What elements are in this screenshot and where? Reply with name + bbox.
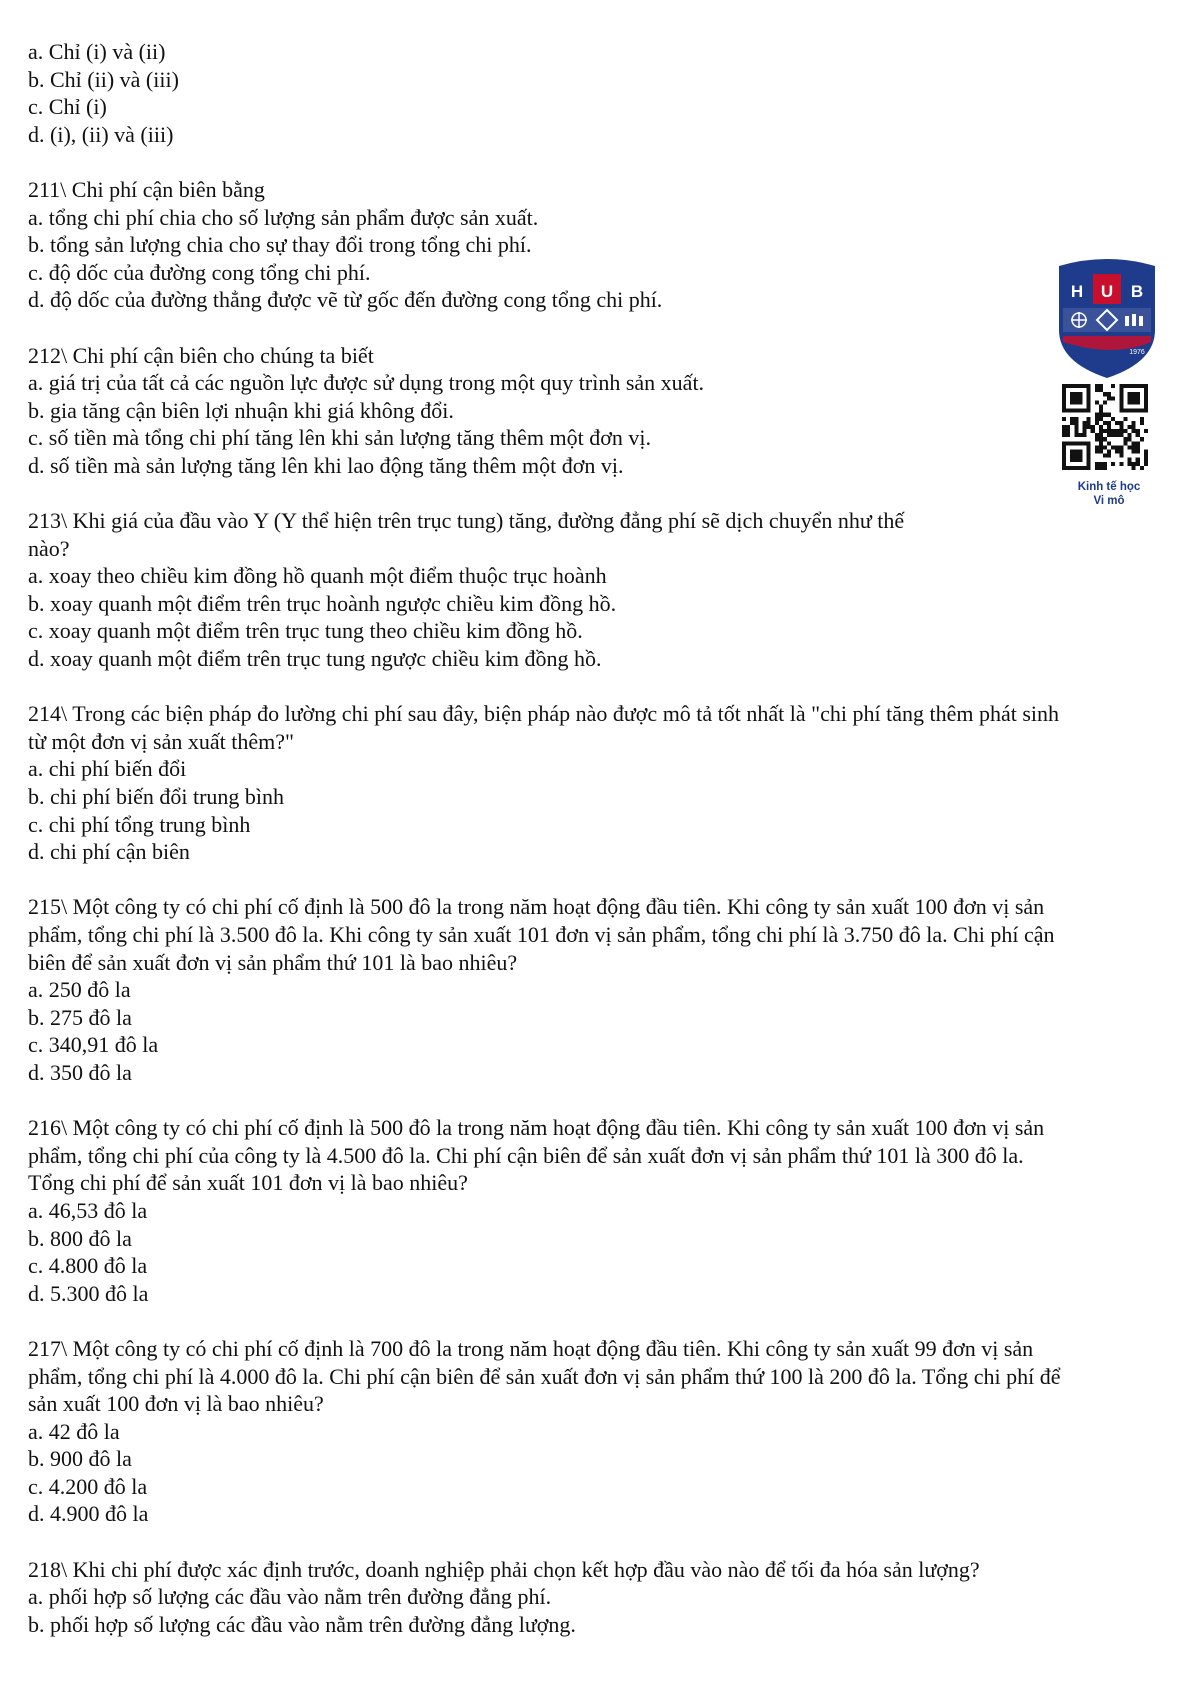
question-stem: 216\ Một công ty có chi phí cố định là 500 đô la trong năm hoạt động đầu tiên. Khi công ty sản xuất 100 đơn vị sản xyxy=(28,1115,1045,1141)
logo-letter-b: B xyxy=(1130,282,1144,301)
answer-option: d. 4.900 đô la xyxy=(28,1501,149,1527)
answer-option: c. số tiền mà tổng chi phí tăng lên khi sản lượng tăng thêm một đơn vị. xyxy=(28,425,651,451)
logo-letter-u: U xyxy=(1100,282,1114,301)
text-line: phẩm, tổng chi phí là 4.000 đô la. Chi phí cận biên để sản xuất đơn vị sản phẩm thứ 100 là 200 đô la. Tổng chi phí để xyxy=(28,1363,1061,1389)
answer-option: b. 800 đô la xyxy=(28,1225,132,1251)
answer-option: d. độ dốc của đường thẳng được vẽ từ gốc đến đường cong tổng chi phí. xyxy=(28,287,663,313)
blank-line xyxy=(28,1087,1168,1115)
answer-option: b. xoay quanh một điểm trên trục hoành ngược chiều kim đồng hồ. xyxy=(28,590,617,616)
answer-option: a. 250 đô la xyxy=(28,977,131,1003)
text-line: phẩm, tổng chi phí là 3.500 đô la. Khi công ty sản xuất 101 đơn vị sản phẩm, tổng chi phí là 3.750 đô la. Chi phí cận xyxy=(28,922,1055,947)
qr-code-icon xyxy=(1062,384,1148,470)
question-stem: 214\ Trong các biện pháp đo lường chi phí sau đây, biện pháp nào được mô tả tốt nhất là "chi phí tăng thêm phát sinh xyxy=(28,701,1060,727)
answer-option: a. Chỉ (i) và (ii) xyxy=(28,39,166,64)
logo-year: 1976 xyxy=(1129,349,1145,356)
question-stem: 218\ Khi chi phí được xác định trước, doanh nghiệp phải chọn kết hợp đầu vào nào để tối đa hóa sản lượng? xyxy=(28,1556,980,1582)
course-caption xyxy=(1050,480,1168,508)
text-line: Tổng chi phí để sản xuất 101 đơn vị là bao nhiêu? xyxy=(28,1170,468,1196)
caption-subject: Kinh tế học xyxy=(1077,481,1141,493)
logo-letter-h: H xyxy=(1070,282,1084,301)
answer-option: c. xoay quanh một điểm trên trục tung theo chiều kim đồng hồ. xyxy=(28,618,583,644)
blank-line xyxy=(28,866,1168,894)
answer-option: d. 350 đô la xyxy=(28,1059,132,1085)
answer-option: a. phối hợp số lượng các đầu vào nằm trên đường đẳng phí. xyxy=(28,1584,552,1610)
answer-option: a. chi phí biến đổi xyxy=(28,756,187,782)
answer-option: b. phối hợp số lượng các đầu vào nằm trên đường đẳng lượng. xyxy=(28,1611,576,1637)
answer-option: b. tổng sản lượng chia cho sự thay đổi trong tổng chi phí. xyxy=(28,232,532,258)
answer-option: d. 5.300 đô la xyxy=(28,1280,149,1306)
text-line: nào? xyxy=(28,535,70,561)
text-line: từ một đơn vị sản xuất thêm?" xyxy=(28,728,294,754)
question-stem: 213\ Khi giá của đầu vào Y (Y thể hiện trên trục tung) tăng, đường đẳng phí sẽ dịch chuyển như thế xyxy=(28,508,905,534)
answer-option: a. giá trị của tất cả các nguồn lực được sử dụng trong một quy trình sản xuất. xyxy=(28,370,705,396)
question-stem: 211\ Chi phí cận biên bằng xyxy=(28,176,265,202)
blank-line xyxy=(28,1528,1168,1556)
answer-option: d. số tiền mà sản lượng tăng lên khi lao động tăng thêm một đơn vị. xyxy=(28,452,624,478)
answer-option: c. 340,91 đô la xyxy=(28,1032,159,1058)
answer-option: b. chi phí biến đổi trung bình xyxy=(28,784,285,810)
answer-option: c. chi phí tổng trung bình xyxy=(28,811,251,837)
answer-option: a. xoay theo chiều kim đồng hồ quanh một điểm thuộc trục hoành xyxy=(28,563,607,589)
answer-option: a. tổng chi phí chia cho số lượng sản phẩm được sản xuất. xyxy=(28,204,539,230)
answer-option: d. chi phí cận biên xyxy=(28,839,190,865)
document-body xyxy=(28,38,1168,1638)
answer-option: c. Chỉ (i) xyxy=(28,94,107,120)
answer-option: d. (i), (ii) và (iii) xyxy=(28,121,174,147)
blank-line xyxy=(28,148,1168,176)
answer-option: b. 900 đô la xyxy=(28,1446,132,1472)
answer-option: b. Chỉ (ii) và (iii) xyxy=(28,66,179,92)
caption-subtitle: Vi mô xyxy=(1093,495,1125,507)
text-line: sản xuất 100 đơn vị là bao nhiêu? xyxy=(28,1391,324,1417)
text-line: biên để sản xuất đơn vị sản phẩm thứ 101 là bao nhiêu? xyxy=(28,949,518,975)
blank-line xyxy=(28,1307,1168,1335)
answer-option: d. xoay quanh một điểm trên trục tung ngược chiều kim đồng hồ. xyxy=(28,646,602,672)
blank-line xyxy=(28,314,1168,342)
question-stem: 215\ Một công ty có chi phí cố định là 500 đô la trong năm hoạt động đầu tiên. Khi công ty sản xuất 100 đơn vị sản xyxy=(28,894,1045,920)
text-line: phẩm, tổng chi phí của công ty là 4.500 đô la. Chi phí cận biên để sản xuất đơn vị sản phẩm thứ 101 là 300 đô la. xyxy=(28,1142,1024,1168)
question-stem: 217\ Một công ty có chi phí cố định là 700 đô la trong năm hoạt động đầu tiên. Khi công ty sản xuất 99 đơn vị sản xyxy=(28,1335,1034,1361)
blank-line xyxy=(28,673,1168,701)
answer-option: b. 275 đô la xyxy=(28,1004,132,1030)
answer-option: a. 42 đô la xyxy=(28,1418,120,1444)
hub-shield-logo-icon xyxy=(1055,258,1159,380)
answer-option: c. độ dốc của đường cong tổng chi phí. xyxy=(28,259,371,285)
blank-line xyxy=(28,480,1168,508)
answer-option: a. 46,53 đô la xyxy=(28,1197,148,1223)
question-stem: 212\ Chi phí cận biên cho chúng ta biết xyxy=(28,342,374,368)
answer-option: c. 4.200 đô la xyxy=(28,1473,148,1499)
answer-option: c. 4.800 đô la xyxy=(28,1253,148,1279)
answer-option: b. gia tăng cận biên lợi nhuận khi giá không đổi. xyxy=(28,397,454,423)
